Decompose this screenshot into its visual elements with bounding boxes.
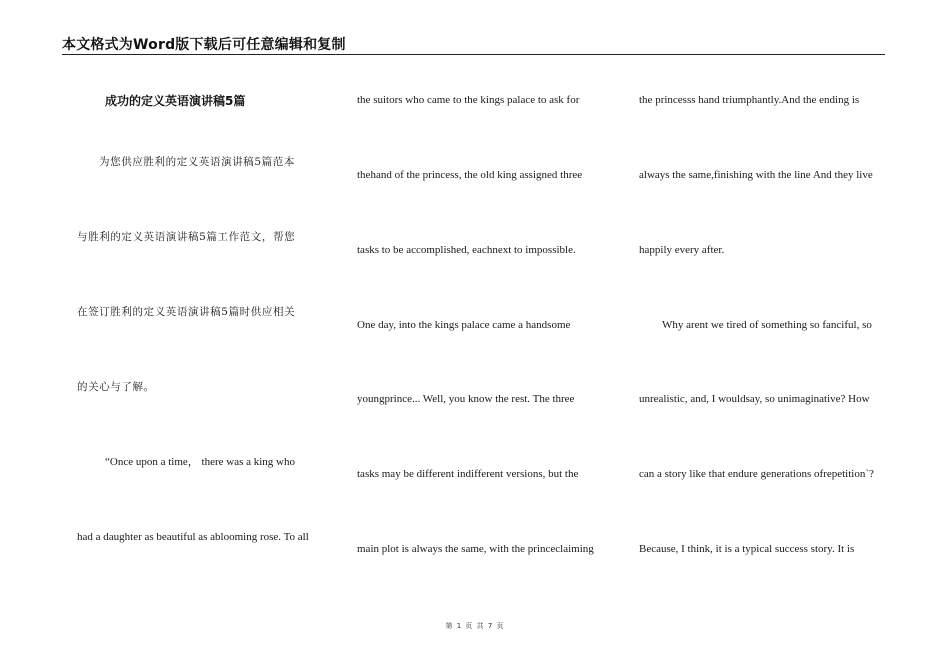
paragraph-line: tasks may be different indifferent versions, but the: [357, 468, 579, 480]
document-title: 成功的定义英语演讲稿5篇: [105, 94, 246, 108]
paragraph-line: Because, I think, it is a typical success story. It is: [639, 543, 855, 555]
paragraph-line: had a daughter as beautiful as ablooming rose. To all: [77, 531, 309, 543]
paragraph-line: the princesss hand triumphantly.And the ending is: [639, 94, 860, 106]
paragraph-line: main plot is always the same, with the princeclaiming: [357, 543, 594, 555]
paragraph-line: 为您供应胜利的定义英语演讲稿5篇范本: [99, 156, 295, 168]
paragraph-line: 与胜利的定义英语演讲稿5篇工作范文，帮您: [77, 231, 296, 243]
paragraph-line: One day, into the kings palace came a handsome: [357, 319, 571, 331]
header-divider: [62, 54, 885, 55]
paragraph-line: happily every after.: [639, 244, 725, 256]
paragraph-line: Why arent we tired of something so fanciful, so: [662, 319, 872, 331]
paragraph-line: the suitors who came to the kings palace to ask for: [357, 94, 580, 106]
paragraph-line: 的关心与了解。: [77, 381, 155, 393]
document-header: 本文格式为Word版下载后可任意编辑和复制: [62, 37, 346, 53]
paragraph-line: always the same,finishing with the line And they live: [639, 169, 873, 181]
paragraph-line: 在签订胜利的定义英语演讲稿5篇时供应相关: [77, 306, 296, 318]
paragraph-line: unrealistic, and, I wouldsay, so unimaginative? How: [639, 393, 870, 405]
page-number: 第 1 页 共 7 页: [445, 622, 505, 630]
paragraph-line: tasks to be accomplished, eachnext to impossible.: [357, 244, 576, 256]
paragraph-line: thehand of the princess, the old king assigned three: [357, 169, 583, 181]
paragraph-line: youngprince... Well, you know the rest. The three: [357, 393, 575, 405]
paragraph-line: can a story like that endure generations ofrepetition`?: [639, 468, 874, 480]
paragraph-line: “Once upon a time， there was a king who: [105, 456, 295, 468]
